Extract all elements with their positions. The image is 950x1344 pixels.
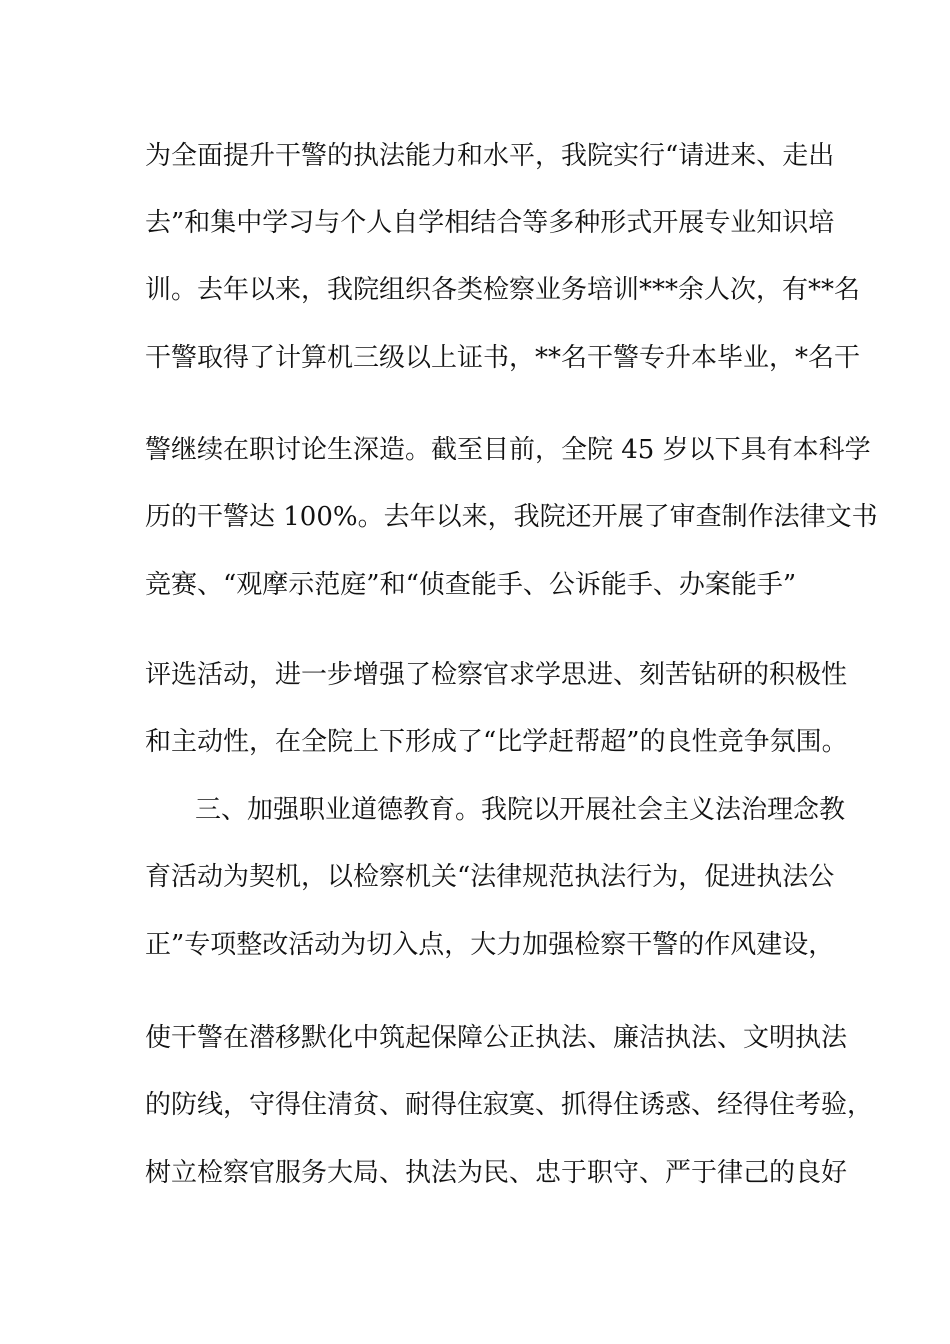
body-text-line: 和主动性，在全院上下形成了“比学赶帮超”的良性竞争氛围。 <box>145 727 848 757</box>
body-text-line: 历的干警达 100%。去年以来，我院还开展了审查制作法律文书 <box>145 502 878 532</box>
body-text-line: 的防线，守得住清贫、耐得住寂寞、抓得住诱惑、经得住考验， <box>145 1090 874 1120</box>
body-text-line: 评选活动，进一步增强了检察官求学思进、刻苦钻研的积极性 <box>145 660 848 690</box>
body-text-line: 去”和集中学习与个人自学相结合等多种形式开展专业知识培 <box>145 208 835 238</box>
body-text-line: 竞赛、“观摩示范庭”和“侦查能手、公诉能手、办案能手” <box>145 570 797 600</box>
body-text-line: 干警取得了计算机三级以上证书，**名干警专升本毕业，*名干 <box>145 343 861 373</box>
body-text-line: 育活动为契机，以检察机关“法律规范执法行为，促进执法公 <box>145 862 835 892</box>
body-text-line: 树立检察官服务大局、执法为民、忠于职守、严于律己的良好 <box>145 1158 848 1188</box>
body-text-line: 训。去年以来，我院组织各类检察业务培训***余人次，有**名 <box>145 275 861 305</box>
body-text-line: 为全面提升干警的执法能力和水平，我院实行“请进来、走出 <box>145 141 835 171</box>
section-heading-line: 三、加强职业道德教育。我院以开展社会主义法治理念教 <box>195 795 846 825</box>
body-text-line: 使干警在潜移默化中筑起保障公正执法、廉洁执法、文明执法 <box>145 1023 848 1053</box>
body-text-line: 正”专项整改活动为切入点，大力加强检察干警的作风建设， <box>145 930 835 960</box>
body-text-line: 警继续在职讨论生深造。截至目前，全院 45 岁以下具有本科学 <box>145 435 871 465</box>
